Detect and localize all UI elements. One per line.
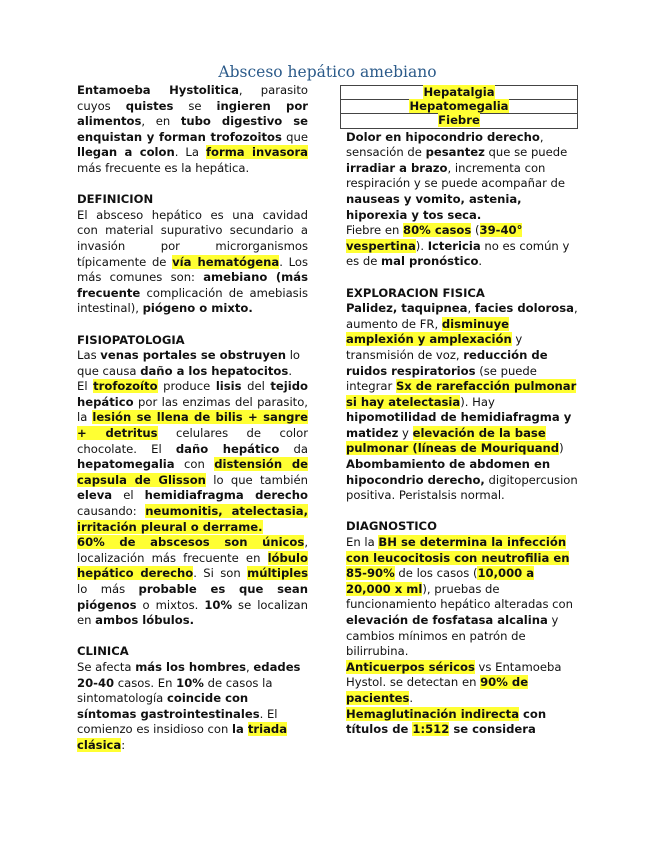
bold-text: pesantez [425,145,485,160]
highlighted-text: Hemaglutinación indirecta [346,706,520,721]
highlighted-text: neumonitis, atelectasia, irritación pleural o derrame. [77,504,308,534]
text-run: El [77,379,94,394]
text-run: se localizan en [77,597,308,628]
text-run: Las [77,348,101,363]
text-run: El absceso hepático es una cavidad con material supurativo secundario a invasión por microrganismos típicamente de [77,207,308,269]
bold-text: elevación de fosfatasa alcalina [346,613,548,628]
text-run: , incrementa con respiración y se puede acompañar de [346,160,566,191]
page-title: Absceso hepático amebiano [218,63,437,81]
bold-text: eleva [77,488,113,503]
text-run: Se afecta [77,659,136,674]
fisiopatologia-paragraph-2 [77,379,308,535]
triad-table [340,85,578,129]
right-column [346,83,578,738]
bold-text: daño a los hepatocitos [140,363,289,378]
text-run: de los casos ( [394,566,478,581]
text-run: . [478,254,483,269]
text-run: del [241,379,271,394]
bold-text: nauseas y vomito, astenia, hiporexia y tos seca. [346,191,522,222]
text-run: y cambios mínimos en patrón de bilirrubina. [346,613,559,659]
highlighted-text: 10,000 a 20,000 x ml [346,566,535,596]
clinica-heading: CLINICA [77,644,129,659]
text-run: : [121,737,126,752]
text-run: o mixtos. [136,597,205,612]
text-run: ) [559,441,564,456]
highlighted-text: 90% de pacientes [346,675,529,705]
left-column [77,83,308,754]
highlighted-text: 80% casos [403,223,472,238]
highlighted-text: elevación de la base pulmonar (líneas de Mouriquand [346,425,560,456]
highlighted-text: forma invasora [206,145,308,160]
bold-text: se considera [449,722,536,737]
bold-text: la [232,722,248,737]
intro-paragraph [77,83,308,177]
text-run: causando: [77,504,146,519]
text-run: digitopercusion positiva. Peristalsis normal. [346,472,578,503]
highlighted-text: BH se determina la infección con leucocitosis con neutrofilia en 85-90% [346,535,570,581]
text-run: , aumento de FR, [346,301,578,331]
bold-text: Dolor en hipocondrio derecho [346,129,540,144]
text-run: de casos la sintomatología [77,675,273,706]
bold-text: piógeno o mixto. [142,301,253,316]
highlighted-text: 1:512 [412,722,450,737]
text-run: En la [346,535,379,550]
text-run: lo que causa [77,348,301,378]
diagnostico-heading: DIAGNOSTICO [346,519,437,534]
highlighted-text: 39-40° vespertina [346,223,523,253]
bold-text: daño hepático [175,441,280,456]
bold-text: probable es que sean piógenos [77,582,309,612]
bold-text: hipomotilidad de hemidiafragma y matidez [346,410,572,440]
triad-cell: Hepatomegalia [341,100,578,114]
bold-text: lisis [215,379,242,394]
text-run: , sensación de [346,129,544,160]
definicion-paragraph [77,208,308,317]
text-run: ( [471,223,480,238]
text-run: . Si son [193,566,248,581]
clinica-paragraph [77,660,308,754]
text-run: lo más [77,582,139,596]
bold-text: Entamoeba Hystolitica [77,83,239,97]
highlighted-text: 60% de abscesos son únicos [77,535,305,550]
highlighted-text: trofozoíto [93,379,158,394]
diagnostico-paragraph [346,535,578,660]
bold-text: ingieren por alimentos [77,98,309,129]
highlighted-text: lóbulo hepático derecho [77,550,308,581]
highlighted-text: lesión se llena de bilis + sangre + detritus [77,410,308,441]
text-run: , [467,301,475,316]
fisiopatologia-paragraph-3 [77,535,308,629]
text-run: (se puede integrar [346,363,537,394]
bold-text: hepatomegalia [77,457,175,472]
anticuerpos-paragraph [346,660,578,707]
text-run: . La [174,145,206,160]
fisiopatologia-paragraph-1 [77,348,308,379]
text-run: complicación de amebiasis intestinal), [77,285,308,316]
bold-text: con títulos de [346,706,547,737]
bold-text: Abombamiento de abdomen en hipocondrio derecho, [346,457,551,487]
text-run: se [173,98,217,113]
text-run: con [174,457,215,472]
bold-text: tubo digestivo se enquistan y forman trofozoitos [77,114,308,144]
text-run: más frecuente es la hepática. [77,160,250,175]
exploracion-heading: EXPLORACION FISICA [346,285,485,300]
bold-text: Palidez, taquipnea [346,301,468,316]
text-run: que [281,129,309,144]
bold-text: quistes [125,98,174,113]
text-run: por las enzimas del parasito, la [77,394,308,425]
text-run: ), pruebas de funcionamiento hepático alteradas con [346,581,573,612]
definicion-heading: DEFINICION [77,192,154,207]
highlighted-text: triada clásica [77,722,288,752]
text-run: vs Entamoeba Hystol. se detectan en [346,659,562,690]
fisiopatologia-heading: FISIOPATOLOGIA [77,332,185,347]
triad-cell: Hepatalgia [341,86,578,100]
bold-text: amebiano (más frecuente [77,270,308,300]
highlighted-text: vía hematógena [172,254,280,269]
text-run: , [246,659,254,674]
text-run: lo que también [205,472,309,487]
bold-text: tejido hepático [77,379,308,409]
text-run: . Los más comunes son: [77,254,308,285]
highlighted-text: disminuye amplexión y amplexación [346,316,512,347]
bold-text: venas portales se obstruyen [100,348,287,363]
text-run: . [288,363,292,378]
text-run: . [409,690,414,705]
highlighted-text: Sx de rarefacción pulmonar si hay atelectasia [346,379,577,409]
text-run: y transmisión de voz, [346,332,523,362]
bold-text: Ictericia [427,238,481,253]
text-run: ). [415,238,428,253]
text-run: produce [157,379,216,394]
text-run: casos. En [114,675,177,690]
bold-text: edades 20-40 [77,659,301,690]
bold-text: llegan a colon [77,145,175,160]
text-run: , parasito cuyos [77,83,309,113]
bold-text: mal pronóstico [381,254,479,269]
text-run: celulares de color chocolate. El [77,426,309,456]
text-run: y [398,425,413,440]
hemaglutinacion-paragraph [346,707,578,738]
text-run: , localización más frecuente en [77,535,308,565]
text-run: el [112,488,145,503]
bold-text: reducción de ruidos respiratorios [346,347,548,378]
triad-cell: Fiebre [341,114,578,128]
bold-text: coincide con síntomas gastrointestinales [77,691,260,721]
text-run: . El comienzo es insidioso con [77,706,278,737]
text-run: Fiebre en [346,223,404,238]
bold-text: más los hombres [135,659,247,674]
exploracion-paragraph [346,301,578,457]
text-run: que se puede [484,145,568,160]
text-run: ). Hay [460,394,495,409]
highlighted-text: distensión de capsula de Glisson [77,457,309,487]
sintomas-paragraph [346,130,578,224]
bold-text: 10% [176,675,204,690]
highlighted-text: múltiples [247,566,308,581]
bold-text: irradiar a brazo [346,160,448,175]
text-run: da [279,441,308,456]
text-run: , en [141,114,181,129]
highlighted-text: Anticuerpos séricos [346,659,475,674]
fiebre-paragraph [346,223,578,270]
bold-text: hemidiafragma derecho [144,488,308,503]
bold-text: ambos lóbulos. [95,613,195,628]
bold-text: facies dolorosa [474,301,574,316]
bold-text: 10% [204,597,233,612]
text-run: no es común y es de [346,238,570,269]
abombamiento-paragraph [346,457,578,504]
